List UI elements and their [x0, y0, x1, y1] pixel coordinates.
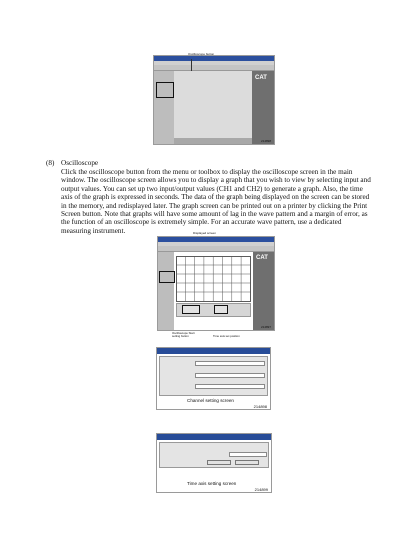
right-brand-panel [253, 252, 275, 331]
figure-time-axis-dialog [156, 433, 272, 493]
brand-logo: CAT [255, 75, 267, 81]
ok-button[interactable] [207, 460, 231, 465]
section-title: Oscilloscope [61, 159, 99, 167]
callout-start-setting: Oscilloscope Start setting button [172, 331, 195, 339]
callout-displayed-screen: Displayed screen [193, 231, 217, 235]
figure-oscilloscope-screen [157, 236, 275, 331]
oscilloscope-grid [176, 256, 251, 302]
section-number: (8) [46, 159, 55, 167]
channel-select-field[interactable] [195, 361, 265, 366]
callout-time-axis: Time axis set position [213, 334, 240, 338]
callout-line [191, 59, 192, 71]
grid-frame [177, 257, 251, 302]
dialog-titlebar [157, 434, 271, 440]
callout-oscilloscope-button: Oscilloscope button [188, 52, 215, 56]
brand-logo: CAT [256, 255, 268, 261]
range-select-field[interactable] [195, 384, 265, 389]
dialog-titlebar [157, 348, 270, 354]
cancel-button[interactable] [235, 460, 259, 465]
time-axis-button[interactable] [214, 305, 228, 314]
value-select-field[interactable] [195, 373, 265, 378]
main-area [174, 71, 252, 138]
figure-number: 214897 [260, 325, 271, 329]
right-brand-panel [252, 71, 275, 145]
figure-oscilloscope-button-screen [153, 55, 275, 145]
section-body: Click the oscilloscope button from the menu or toolbox to display the oscilloscope screen in the main window. The oscilloscope screen allows you to display a graph that you wish to view by selecting input and output values. You can set up two input/output values (CH1 and CH2) to generate a graph. Also, the time axis of the graph is expressed in seconds. The data of the graph being displayed on the screen can be stored in the memory, and redisplayed later. The graph screen can be printed out on a printer by clicking the Print Screen button. Note that graphs will have some amount of lag in the wave pattern and a margin of error, as the function of an oscilloscope is extremely simple. For an accurate wave pattern, use a dedicated measuring instrument. [61, 168, 371, 235]
time-value-field[interactable] [229, 452, 267, 457]
figure-number: 214899 [254, 487, 268, 492]
start-setting-button[interactable] [182, 305, 200, 314]
left-panel [158, 252, 174, 331]
oscilloscope-button-highlight[interactable] [156, 82, 174, 98]
figure-caption: Channel setting screen [187, 398, 234, 403]
left-panel-highlight [159, 271, 175, 283]
figure-channel-setting-dialog [156, 347, 271, 410]
figure-number: 214898 [253, 404, 267, 409]
figure-number: 214898 [260, 139, 271, 143]
status-strip [174, 138, 252, 145]
figure-caption: Time axis setting screen [187, 481, 237, 486]
